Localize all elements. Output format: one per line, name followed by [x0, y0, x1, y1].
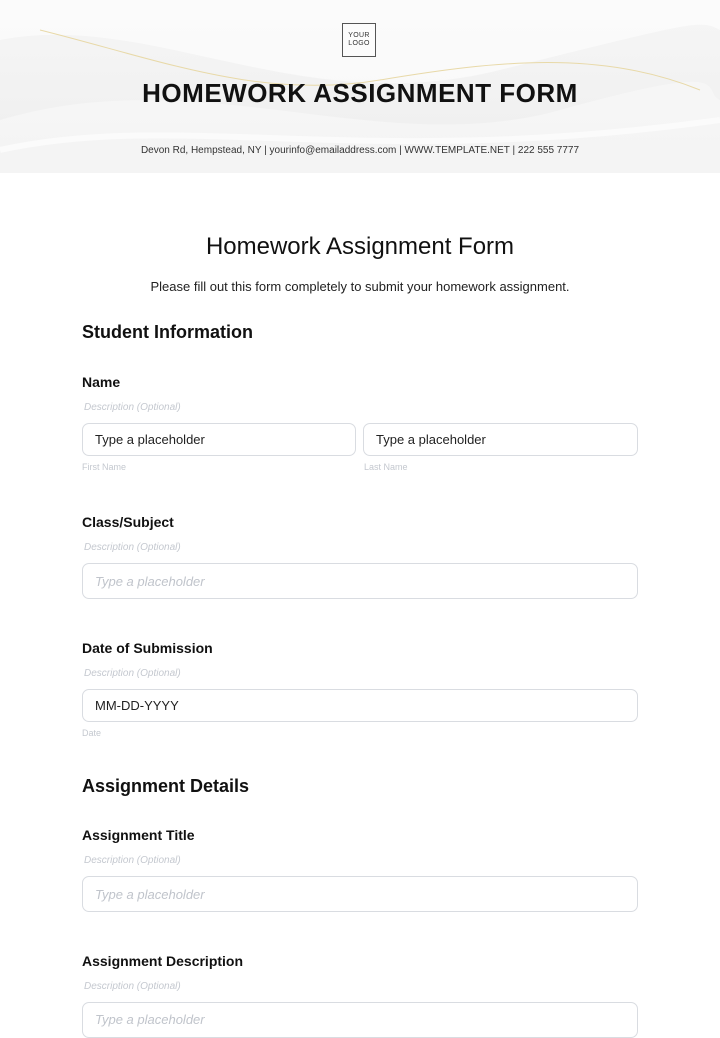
section-assignment-details: Assignment Details: [82, 776, 250, 796]
date-input[interactable]: MM-DD-YYYY: [82, 689, 638, 722]
date-description: Description (Optional): [84, 668, 181, 679]
date-sublabel: Date: [82, 728, 102, 738]
assignment-description-label: Assignment Description: [82, 953, 244, 969]
assignment-title-label: Assignment Title: [82, 827, 195, 843]
class-subject-input[interactable]: Type a placeholder: [82, 563, 638, 599]
name-description: Description (Optional): [84, 402, 181, 413]
last-name-sublabel: Last Name: [364, 462, 408, 472]
class-subject-label: Class/Subject: [82, 514, 174, 530]
contact-info: Devon Rd, Hempstead, NY | yourinfo@emailaddress.com | WWW.TEMPLATE.NET | 222 555 7777: [140, 145, 580, 156]
first-name-sublabel: First Name: [82, 462, 127, 472]
form-description: Please fill out this form completely to submit your homework assignment.: [150, 279, 570, 294]
assignment-title-description: Description (Optional): [84, 855, 181, 866]
form-title: Homework Assignment Form: [205, 233, 515, 260]
assignment-description-description: Description (Optional): [84, 981, 181, 992]
date-of-submission-label: Date of Submission: [82, 640, 213, 656]
last-name-input[interactable]: Type a placeholder: [363, 423, 638, 456]
section-student-information: Student Information: [82, 322, 253, 342]
header-banner: [0, 0, 720, 173]
assignment-description-input[interactable]: Type a placeholder: [82, 1002, 638, 1038]
logo: YOUR LOGO: [342, 23, 376, 57]
name-label: Name: [82, 374, 121, 390]
assignment-title-input[interactable]: Type a placeholder: [82, 876, 638, 912]
first-name-input[interactable]: Type a placeholder: [82, 423, 356, 456]
document-title: HOMEWORK ASSIGNMENT FORM: [142, 78, 578, 108]
class-subject-description: Description (Optional): [84, 542, 181, 553]
